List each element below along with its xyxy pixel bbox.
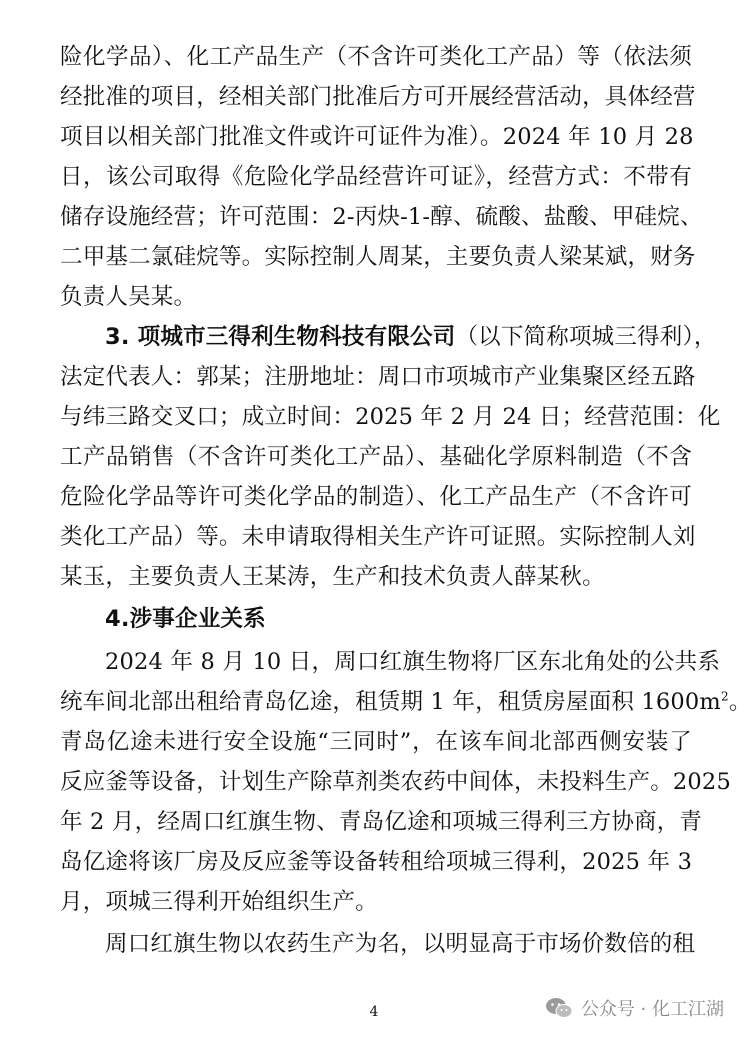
body-line: 法定代表人：郭某；注册地址：周口市项城市产业集聚区经五路 [60, 364, 696, 390]
section-3-heading-line [105, 322, 717, 352]
body-line: 二甲基二氯硅烷等。实际控制人周某，主要负责人梁某斌，财务 [60, 244, 696, 270]
body-line: 负责人吴某。 [60, 284, 197, 310]
body-line-end: 。 [728, 689, 752, 715]
body-line-with-superscript [60, 687, 752, 717]
section-3-title-rest: （以下简称项城三得利）， [455, 324, 717, 350]
body-line: 某玉，主要负责人王某涛，生产和技术负责人薛某秋。 [60, 564, 605, 590]
section-3-title: 3. 项城市三得利生物科技有限公司 [105, 324, 456, 350]
body-line: 与纬三路交叉口；成立时间：2025 年 2 月 24 日；经营范围：化 [60, 404, 721, 430]
body-line: 反应釜等设备，计划生产除草剂类农药中间体，未投料生产。2025 [60, 769, 731, 795]
body-line: 项目以相关部门批准文件或许可证件为准）。2024 年 10 月 28 [60, 124, 694, 150]
section-4-title: 4.涉事企业关系 [105, 606, 266, 632]
body-line: 危险化学品等许可类化学品的制造）、化工产品生产（不含许可 [60, 484, 692, 510]
body-line: 日，该公司取得《危险化学品经营许可证》，经营方式：不带有 [60, 164, 692, 190]
wechat-watermark [545, 995, 724, 1021]
body-line-text: 统车间北部出租给青岛亿途，租赁期 1 年，租赁房屋面积 1600m [60, 689, 721, 715]
body-line: 年 2 月，经周口红旗生物、青岛亿途和项城三得利三方协商，青 [60, 809, 703, 835]
page-number: 4 [369, 1004, 379, 1020]
body-line: 险化学品）、化工产品生产（不含许可类化工产品）等（依法须 [60, 44, 692, 70]
wechat-icon [545, 997, 573, 1019]
superscript: 2 [720, 689, 729, 704]
body-line: 类化工产品）等。未申请取得相关生产许可证照。实际控制人刘 [60, 524, 696, 550]
body-line: 青岛亿途未进行安全设施“三同时”，在该车间北部西侧安装了 [60, 729, 692, 755]
body-line: 周口红旗生物以农药生产为名，以明显高于市场价数倍的租 [105, 931, 696, 957]
watermark-text: 公众号 · 化工江湖 [580, 999, 724, 1020]
body-line: 经批准的项目，经相关部门批准后方可开展经营活动，具体经营 [60, 84, 696, 110]
body-line: 工产品销售（不含许可类化工产品）、基础化学原料制造（不含 [60, 444, 692, 470]
body-line: 储存设施经营；许可范围：2-丙炔-1-醇、硫酸、盐酸、甲硅烷、 [60, 204, 703, 230]
body-line: 2024 年 8 月 10 日，周口红旗生物将厂区东北角处的公共系 [105, 649, 721, 675]
body-line: 月，项城三得利开始组织生产。 [60, 889, 378, 915]
body-line: 岛亿途将该厂房及反应釜等设备转租给项城三得利，2025 年 3 [60, 849, 693, 875]
